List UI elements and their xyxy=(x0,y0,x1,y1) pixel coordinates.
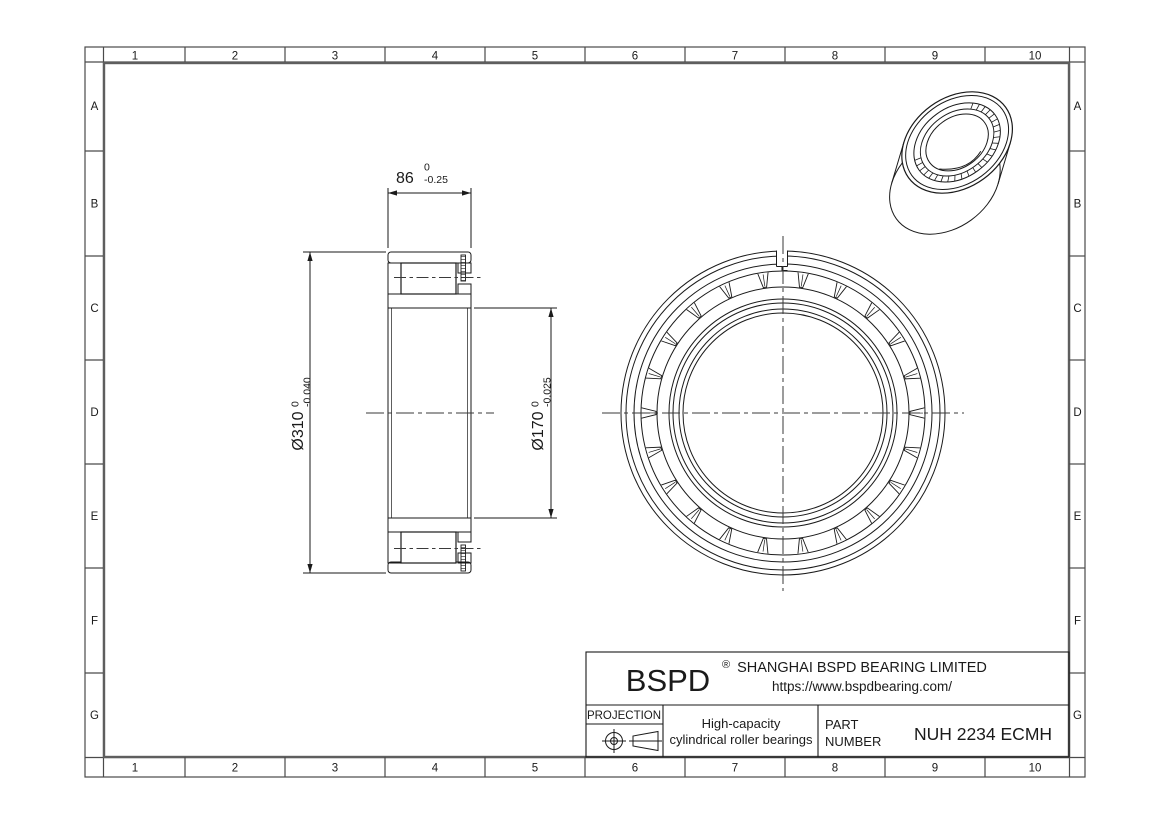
grid-col-label: 7 xyxy=(731,762,739,775)
grid-row-label: C xyxy=(90,303,99,315)
grid-col-label: 3 xyxy=(331,762,339,775)
grid-col-label: 4 xyxy=(431,50,439,63)
grid-col-label: 7 xyxy=(731,50,739,63)
grid-col-label: 8 xyxy=(831,50,839,63)
grid-col-label: 10 xyxy=(1028,762,1042,775)
third-angle-projection-icon xyxy=(602,729,662,753)
grid-col-label: 5 xyxy=(531,762,539,775)
company-website: https://www.bspdbearing.com/ xyxy=(771,679,953,694)
section-view xyxy=(366,252,494,573)
dim-od-value: Ø310 xyxy=(290,411,307,451)
snap-ring-notch xyxy=(777,250,788,271)
product-description-line2: cylindrical roller bearings xyxy=(669,732,813,747)
dim-width-value: 86 xyxy=(396,170,414,187)
grid-col-label: 5 xyxy=(531,50,539,63)
grid-col-label: 4 xyxy=(431,762,439,775)
company-name: SHANGHAI BSPD BEARING LIMITED xyxy=(737,660,987,676)
dimension-width xyxy=(388,162,471,249)
grid-row-label: G xyxy=(1073,710,1082,722)
dim-od-tol-lower: -0.040 xyxy=(301,377,314,407)
grid-col-label: 9 xyxy=(931,50,939,63)
grid-row-label: C xyxy=(1073,303,1082,315)
projection-label: PROJECTION xyxy=(586,710,662,722)
dim-width-tol-upper: 0 xyxy=(424,161,430,174)
dim-bore-tol-upper: 0 xyxy=(529,401,542,407)
grid-row-ticks xyxy=(85,151,1085,673)
grid-col-label: 2 xyxy=(231,50,239,63)
grid-col-label: 10 xyxy=(1028,50,1042,63)
grid-col-label: 1 xyxy=(131,762,139,775)
grid-row-label: D xyxy=(1073,407,1082,419)
grid-col-label: 6 xyxy=(631,50,639,63)
grid-col-label: 3 xyxy=(331,50,339,63)
brand-logo-text: BSPD xyxy=(625,663,711,698)
grid-col-label: 8 xyxy=(831,762,839,775)
roller-section-top xyxy=(401,263,456,294)
part-number-label-line2: NUMBER xyxy=(825,734,882,749)
grid-col-label: 1 xyxy=(131,50,139,63)
grid-col-label: 2 xyxy=(231,762,239,775)
title-block xyxy=(586,652,1069,757)
grid-row-label: B xyxy=(1073,198,1082,211)
grid-col-label: 6 xyxy=(631,762,639,775)
roller-section-bottom xyxy=(401,532,456,563)
grid-row-label: D xyxy=(90,407,99,419)
grid-row-label: A xyxy=(90,101,99,113)
grid-row-label: E xyxy=(1073,511,1082,523)
product-description-line1: High-capacity xyxy=(701,716,781,731)
grid-col-label: 9 xyxy=(931,762,939,775)
part-number-value: NUH 2234 ECMH xyxy=(913,724,1053,744)
grid-row-label: E xyxy=(90,511,99,523)
dim-bore-tol-lower: -0.025 xyxy=(541,377,554,407)
grid-row-label: F xyxy=(1073,615,1082,628)
grid-row-label: B xyxy=(90,198,99,211)
dim-width-tol-lower: -0.25 xyxy=(424,174,448,186)
grid-row-label: A xyxy=(1073,101,1082,113)
dim-od-tol-upper: 0 xyxy=(289,401,302,407)
isometric-view xyxy=(855,71,1048,255)
part-number-label-line1: PART xyxy=(825,717,859,732)
registered-trademark-icon: ® xyxy=(722,659,731,671)
front-view xyxy=(602,236,964,591)
grid-row-label: G xyxy=(90,710,99,722)
grid-row-label: F xyxy=(90,615,99,628)
dim-bore-value: Ø170 xyxy=(530,411,547,451)
